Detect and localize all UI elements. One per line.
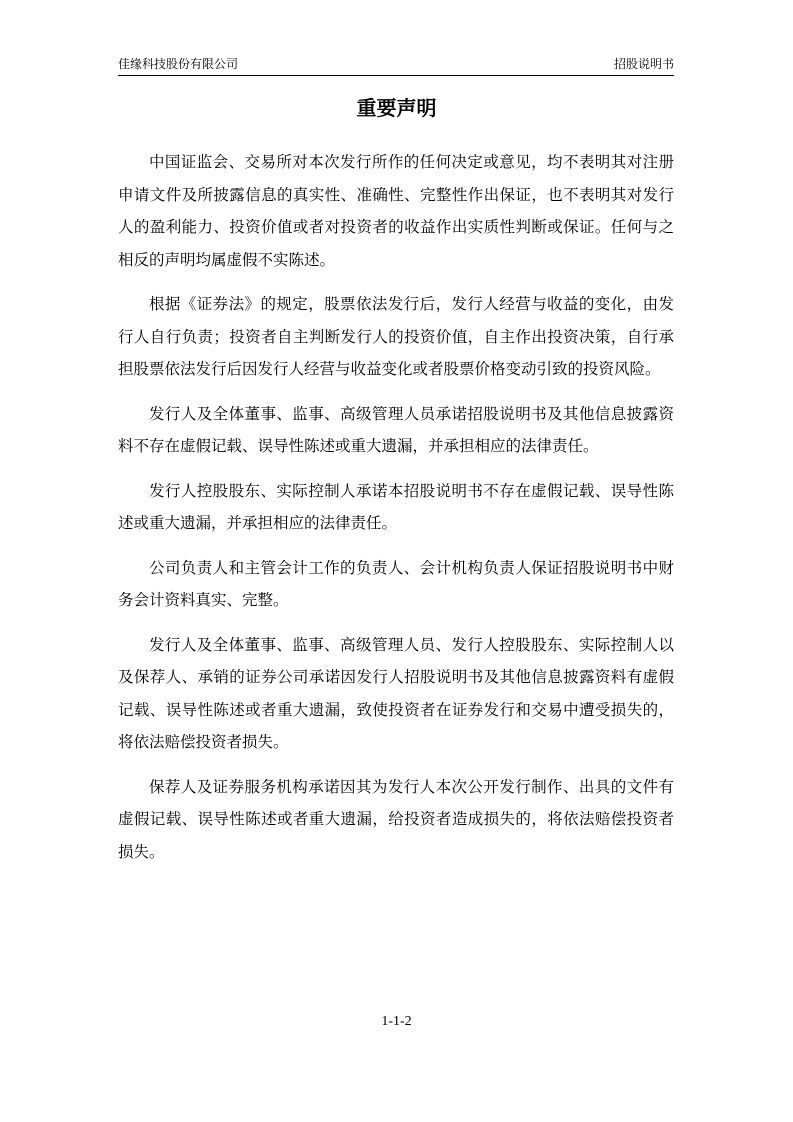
paragraph: 保荐人及证券服务机构承诺因其为发行人本次公开发行制作、出具的文件有虚假记载、误导性陈述或者重大遗漏，给投资者造成损失的，将依法赔偿投资者损失。	[118, 777, 674, 861]
declaration-body	[118, 146, 674, 880]
paragraph: 发行人控股股东、实际控制人承诺本招股说明书不存在虚假记载、误导性陈述或重大遗漏，并承担相应的法律责任。	[118, 481, 674, 532]
header-document-type: 招股说明书	[613, 57, 674, 71]
page-title: 重要声明	[356, 96, 437, 120]
paragraph: 发行人及全体董事、监事、高级管理人员、发行人控股股东、实际控制人以及保荐人、承销的证券公司承诺因发行人招股说明书及其他信息披露资料有虚假记载、误导性陈述或者重大遗漏，致使投资者在证券发行和交易中遭受损失的，将依法赔偿投资者损失。	[118, 635, 674, 751]
paragraph: 根据《证券法》的规定，股票依法发行后，发行人经营与收益的变化，由发行人自行负责；投资者自主判断发行人的投资价值，自主作出投资决策，自行承担股票依法发行后因发行人经营与收益变化或者股票价格变动引致的投资风险。	[118, 295, 674, 378]
page-number: 1-1-2	[381, 1014, 412, 1029]
paragraph: 中国证监会、交易所对本次发行所作的任何决定或意见，均不表明其对注册申请文件及所披露信息的真实性、准确性、完整性作出保证，也不表明其对发行人的盈利能力、投资价值或者对投资者的收益作出实质性判断或保证。任何与之相反的声明均属虚假不实陈述。	[118, 153, 674, 269]
paragraph: 公司负责人和主管会计工作的负责人、会计机构负责人保证招股说明书中财务会计资料真实、完整。	[118, 558, 674, 609]
page-header	[118, 55, 674, 76]
paragraph: 发行人及全体董事、监事、高级管理人员承诺招股说明书及其他信息披露资料不存在虚假记载、误导性陈述或重大遗漏，并承担相应的法律责任。	[118, 404, 674, 455]
header-company-name: 佳缘科技股份有限公司	[118, 57, 239, 71]
